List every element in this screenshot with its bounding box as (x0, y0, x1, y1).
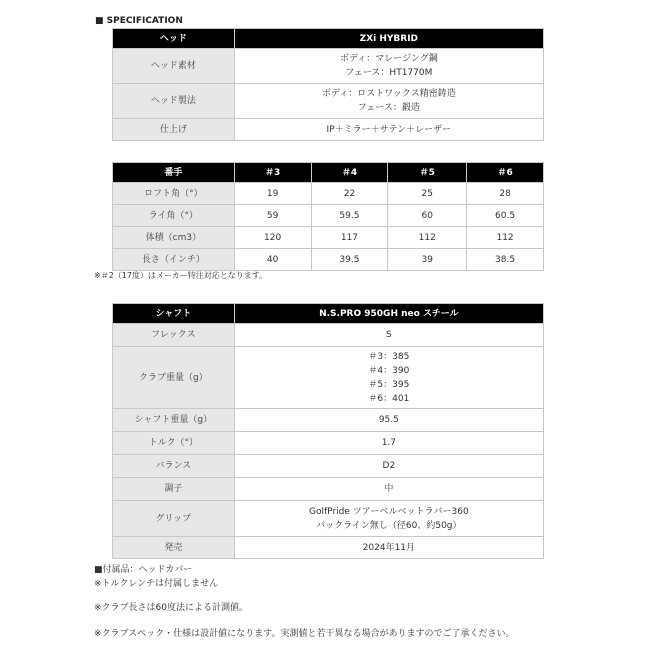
lie-label: ライ角（°） (113, 205, 235, 227)
spec-disclaimer-note: ※クラブスペック・仕様は設計値になります。実測値と若干異なる場合がありますのでご了承ください。 (94, 629, 515, 639)
head-header-label: ヘッド (113, 29, 235, 49)
head-method-value: ボディ：ロストワックス精密鋳造 フェース：鍛造 (234, 84, 543, 119)
loft-value-3: 19 (234, 183, 311, 205)
head-header-value: ZXi HYBRID (234, 29, 543, 49)
club-weight-value: ＃3：385 ＃4：390 ＃5：395 ＃6：401 (234, 347, 543, 409)
volume-label: 体積（cm3） (113, 227, 235, 249)
length-value-6: 38.5 (467, 249, 544, 271)
volume-value-6: 112 (467, 227, 544, 249)
table-row (113, 478, 544, 501)
table-row (113, 455, 544, 478)
loft-value-5: 25 (388, 183, 467, 205)
head-method-label: ヘッド製法 (113, 84, 235, 119)
length-value-3: 40 (234, 249, 311, 271)
spec-title: ■ SPECIFICATION (95, 16, 183, 26)
number-col-5: ＃5 (388, 163, 467, 183)
length-measure-note: ※クラブ長さは60度法による計測値。 (94, 603, 248, 613)
number-col-4: ＃4 (311, 163, 388, 183)
kick-point-value: 中 (234, 478, 543, 501)
length-value-4: 39.5 (311, 249, 388, 271)
release-label: 発売 (113, 537, 235, 559)
shaft-spec-table (112, 303, 544, 559)
flex-label: フレックス (113, 324, 235, 347)
accessory-note: ■付属品：ヘッドカバー (94, 565, 193, 575)
grip-label: グリップ (113, 501, 235, 537)
balance-label: バランス (113, 455, 235, 478)
table-row (113, 49, 544, 84)
volume-value-5: 112 (388, 227, 467, 249)
head-material-value: ボディ：マレージング鋼 フェース：HT1770M (234, 49, 543, 84)
table-row (113, 432, 544, 455)
lie-value-6: 60.5 (467, 205, 544, 227)
table-row (113, 249, 544, 271)
table-row (113, 84, 544, 119)
head-finish-label: 仕上げ (113, 119, 235, 141)
torque-value: 1.7 (234, 432, 543, 455)
loft-value-4: 22 (311, 183, 388, 205)
lie-value-5: 60 (388, 205, 467, 227)
shaft-header-value: N.S.PRO 950GH neo スチール (234, 304, 543, 324)
table-row (113, 537, 544, 559)
loft-label: ロフト角（°） (113, 183, 235, 205)
table-row (113, 205, 544, 227)
grip-value: GolfPride ツアーベルベットラバー360 バックライン無し（径60、約50g） (234, 501, 543, 537)
number-note: ※＃2（17度）はメーカー特注対応となります。 (94, 271, 268, 280)
table-row (113, 119, 544, 141)
torque-label: トルク（°） (113, 432, 235, 455)
table-row (113, 324, 544, 347)
loft-value-6: 28 (467, 183, 544, 205)
lie-value-4: 59.5 (311, 205, 388, 227)
kick-point-label: 調子 (113, 478, 235, 501)
table-row (113, 183, 544, 205)
shaft-header-label: シャフト (113, 304, 235, 324)
shaft-weight-value: 95.5 (234, 409, 543, 432)
torque-wrench-note: ※トルクレンチは付属しません (94, 579, 219, 589)
head-spec-table (112, 28, 544, 141)
number-col-6: ＃6 (467, 163, 544, 183)
head-finish-value: IP＋ミラー＋サテン＋レーザー (234, 119, 543, 141)
lie-value-3: 59 (234, 205, 311, 227)
table-row (113, 501, 544, 537)
head-material-label: ヘッド素材 (113, 49, 235, 84)
volume-value-3: 120 (234, 227, 311, 249)
number-spec-table (112, 162, 544, 271)
table-row (113, 227, 544, 249)
number-col-3: ＃3 (234, 163, 311, 183)
balance-value: D2 (234, 455, 543, 478)
release-value: 2024年11月 (234, 537, 543, 559)
table-row (113, 347, 544, 409)
length-value-5: 39 (388, 249, 467, 271)
number-header-label: 番手 (113, 163, 235, 183)
flex-value: S (234, 324, 543, 347)
length-label: 長さ（インチ） (113, 249, 235, 271)
table-row (113, 409, 544, 432)
volume-value-4: 117 (311, 227, 388, 249)
club-weight-label: クラブ重量（g） (113, 347, 235, 409)
shaft-weight-label: シャフト重量（g） (113, 409, 235, 432)
